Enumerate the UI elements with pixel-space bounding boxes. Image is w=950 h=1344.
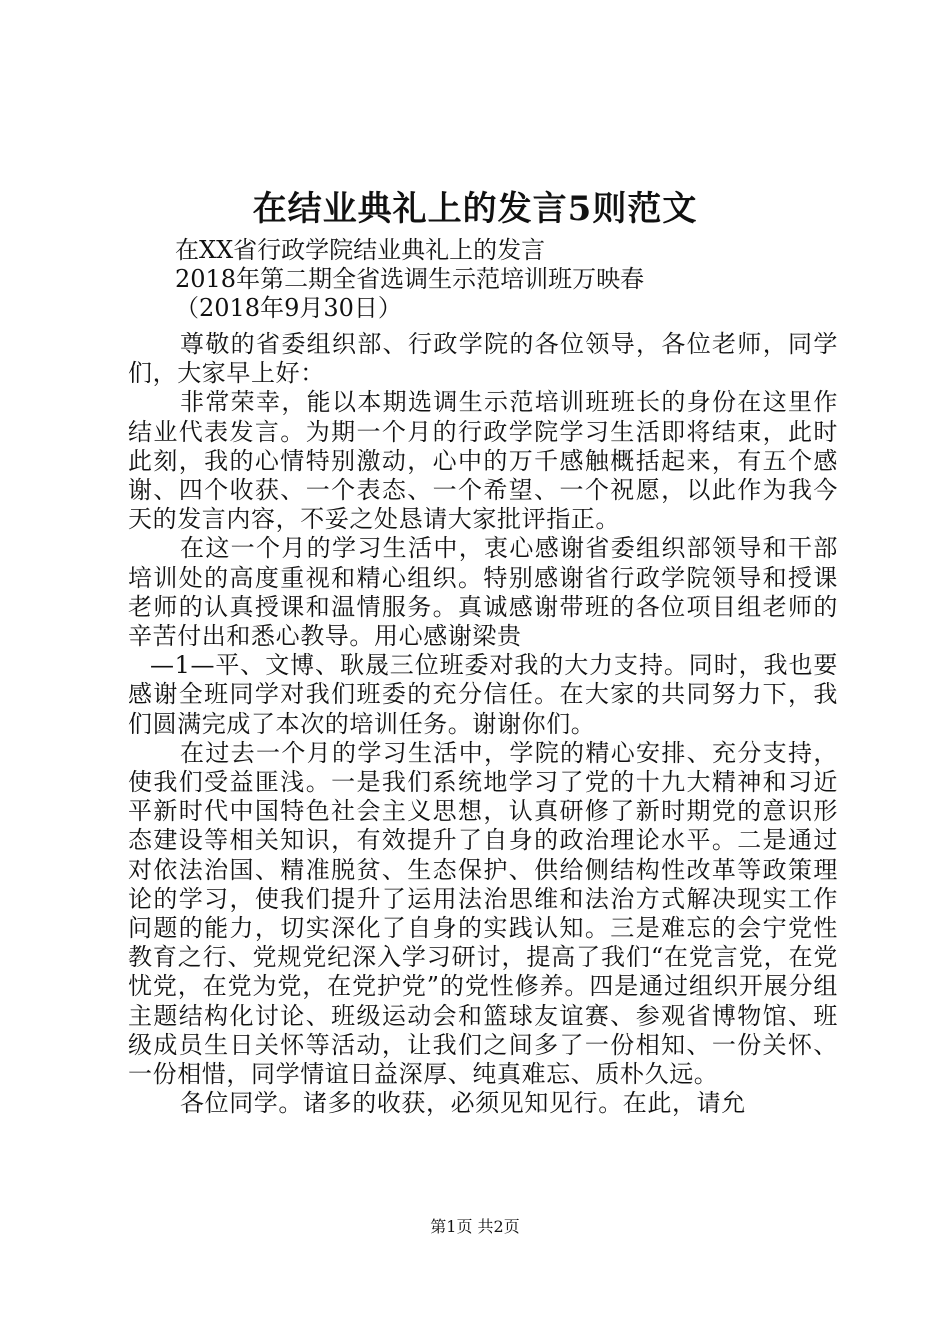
- document-body: [128, 330, 838, 1118]
- speech-occasion: 在XX省行政学院结业典礼上的发言: [175, 236, 546, 264]
- paragraph-greeting: 尊敬的省委组织部、行政学院的各位领导，各位老师，同学们，大家早上好：: [128, 330, 838, 388]
- paragraph-thanks-continued: —1—平、文博、耿晟三位班委对我的大力支持。同时，我也要感谢全班同学对我们班委的充分信任。在大家的共同努力下，我们圆满完成了本次的培训任务。谢谢你们。: [128, 651, 838, 738]
- paragraph-opening: 非常荣幸，能以本期选调生示范培训班班长的身份在这里作结业代表发言。为期一个月的行政学院学习生活即将结束，此时此刻，我的心情特别激动，心中的万千感触概括起来，有五个感谢、四个收获、一个表态、一个希望、一个祝愿，以此作为我今天的发言内容，不妥之处恳请大家批评指正。: [128, 388, 838, 534]
- page-number: 第1页 共2页: [430, 1217, 520, 1236]
- paragraph-thanks: 在这一个月的学习生活中，衷心感谢省委组织部领导和干部培训处的高度重视和精心组织。特别感谢省行政学院领导和授课老师的认真授课和温情服务。真诚感谢带班的各位项目组老师的辛苦付出和悉心教导。用心感谢梁贵: [128, 534, 838, 651]
- speech-header: [175, 236, 875, 323]
- document-title: 在结业典礼上的发言5则范文: [252, 189, 698, 229]
- paragraph-closing: 各位同学。诸多的收获，必须见知见行。在此，请允: [180, 1089, 746, 1118]
- speaker-line: 2018年第二期全省选调生示范培训班万映春: [175, 265, 645, 293]
- speech-date: （2018年9月30日）: [175, 294, 402, 322]
- paragraph-gains: 在过去一个月的学习生活中，学院的精心安排、充分支持，使我们受益匪浅。一是我们系统地学习了党的十九大精神和习近平新时代中国特色社会主义思想，认真研修了新时期党的意识形态建设等相关知识，有效提升了自身的政治理论水平。二是通过对依法治国、精准脱贫、生态保护、供给侧结构性改革等政策理论的学习，使我们提升了运用法治思维和法治方式解决现实工作问题的能力，切实深化了自身的实践认知。三是难忘的会宁党性教育之行、党规党纪深入学习研讨，提高了我们“在党言党，在党忧党，在党为党，在党护党”的党性修养。四是通过组织开展分组主题结构化讨论、班级运动会和篮球友谊赛、参观省博物馆、班级成员生日关怀等活动，让我们之间多了一份相知、一份关怀、一份相惜，同学情谊日益深厚、纯真难忘、质朴久远。: [128, 738, 838, 1089]
